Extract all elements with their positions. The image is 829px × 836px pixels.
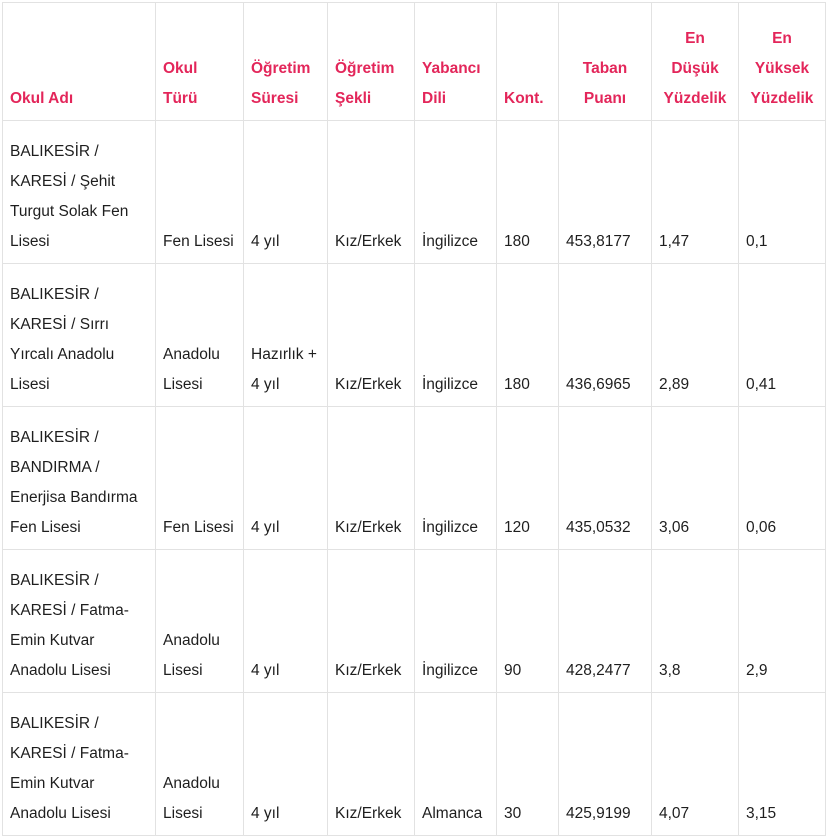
cell-ogretim-suresi: 4 yıl: [244, 407, 328, 550]
cell-okul-adi: BALIKESİR / KARESİ / Fatma-Emin Kutvar Anadolu Lisesi: [3, 693, 156, 836]
cell-kont: 120: [497, 407, 559, 550]
cell-kont: 90: [497, 550, 559, 693]
col-header-kont: Kont.: [497, 3, 559, 121]
col-header-taban-puani: Taban Puanı: [559, 3, 652, 121]
col-header-ogretim-suresi: Öğretim Süresi: [244, 3, 328, 121]
cell-ogretim-sekli: Kız/Erkek: [328, 693, 415, 836]
table-row: [3, 407, 826, 550]
cell-en-dusuk-yuzdelik: 1,47: [652, 121, 739, 264]
cell-ogretim-sekli: Kız/Erkek: [328, 550, 415, 693]
cell-okul-adi: BALIKESİR / BANDIRMA / Enerjisa Bandırma Fen Lisesi: [3, 407, 156, 550]
col-header-en-dusuk-yuzdelik: En Düşük Yüzdelik: [652, 3, 739, 121]
table-row: [3, 264, 826, 407]
cell-ogretim-sekli: Kız/Erkek: [328, 264, 415, 407]
cell-okul-turu: Anadolu Lisesi: [156, 550, 244, 693]
cell-taban-puani: 425,9199: [559, 693, 652, 836]
cell-kont: 30: [497, 693, 559, 836]
cell-taban-puani: 435,0532: [559, 407, 652, 550]
header-row: [3, 3, 826, 121]
cell-okul-turu: Fen Lisesi: [156, 121, 244, 264]
cell-ogretim-suresi: 4 yıl: [244, 121, 328, 264]
cell-okul-turu: Anadolu Lisesi: [156, 693, 244, 836]
col-header-en-yuksek-yuzdelik: En Yüksek Yüzdelik: [739, 3, 826, 121]
cell-yabanci-dil: Almanca: [415, 693, 497, 836]
cell-ogretim-suresi: Hazırlık + 4 yıl: [244, 264, 328, 407]
cell-en-yuksek-yuzdelik: 0,1: [739, 121, 826, 264]
cell-yabanci-dil: İngilizce: [415, 264, 497, 407]
cell-yabanci-dil: İngilizce: [415, 550, 497, 693]
table-row: [3, 121, 826, 264]
col-header-yabanci-dil: Yabancı Dili: [415, 3, 497, 121]
cell-taban-puani: 453,8177: [559, 121, 652, 264]
cell-ogretim-sekli: Kız/Erkek: [328, 407, 415, 550]
table-row: [3, 550, 826, 693]
cell-okul-turu: Fen Lisesi: [156, 407, 244, 550]
cell-ogretim-suresi: 4 yıl: [244, 693, 328, 836]
col-header-ogretim-sekli: Öğretim Şekli: [328, 3, 415, 121]
col-header-okul-adi: Okul Adı: [3, 3, 156, 121]
cell-kont: 180: [497, 264, 559, 407]
cell-en-dusuk-yuzdelik: 2,89: [652, 264, 739, 407]
cell-en-yuksek-yuzdelik: 0,06: [739, 407, 826, 550]
col-header-okul-turu: Okul Türü: [156, 3, 244, 121]
cell-en-yuksek-yuzdelik: 3,15: [739, 693, 826, 836]
cell-en-dusuk-yuzdelik: 3,06: [652, 407, 739, 550]
cell-okul-adi: BALIKESİR / KARESİ / Şehit Turgut Solak Fen Lisesi: [3, 121, 156, 264]
cell-yabanci-dil: İngilizce: [415, 407, 497, 550]
table-row: [3, 693, 826, 836]
cell-okul-adi: BALIKESİR / KARESİ / Fatma-Emin Kutvar Anadolu Lisesi: [3, 550, 156, 693]
cell-ogretim-suresi: 4 yıl: [244, 550, 328, 693]
cell-en-yuksek-yuzdelik: 2,9: [739, 550, 826, 693]
cell-yabanci-dil: İngilizce: [415, 121, 497, 264]
cell-en-dusuk-yuzdelik: 3,8: [652, 550, 739, 693]
cell-kont: 180: [497, 121, 559, 264]
cell-en-dusuk-yuzdelik: 4,07: [652, 693, 739, 836]
cell-en-yuksek-yuzdelik: 0,41: [739, 264, 826, 407]
cell-okul-adi: BALIKESİR / KARESİ / Sırrı Yırcalı Anadolu Lisesi: [3, 264, 156, 407]
cell-taban-puani: 428,2477: [559, 550, 652, 693]
cell-okul-turu: Anadolu Lisesi: [156, 264, 244, 407]
cell-ogretim-sekli: Kız/Erkek: [328, 121, 415, 264]
schools-table: [2, 2, 826, 836]
cell-taban-puani: 436,6965: [559, 264, 652, 407]
